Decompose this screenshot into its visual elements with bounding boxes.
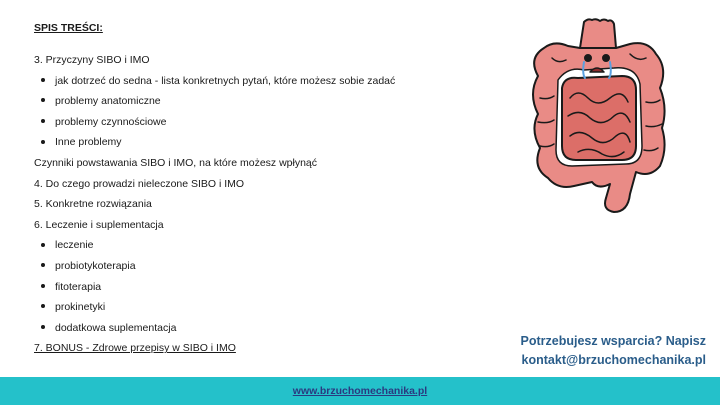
toc-subitem: problemy anatomiczne bbox=[34, 91, 474, 112]
toc-subitem: prokinetyki bbox=[34, 297, 474, 318]
contact-email-link[interactable]: kontakt@brzuchomechanika.pl bbox=[521, 353, 706, 367]
toc-subitem: jak dotrzeć do sedna - lista konkretnych pytań, które możesz sobie zadać bbox=[34, 71, 474, 92]
contact-prompt: Potrzebujesz wsparcia? Napisz bbox=[520, 334, 706, 348]
toc-subitem: fitoterapia bbox=[34, 277, 474, 298]
intestines-illustration-icon bbox=[518, 18, 678, 218]
toc-item: 6. Leczenie i suplementacja bbox=[34, 218, 164, 231]
table-of-contents bbox=[34, 22, 474, 359]
toc-item-bonus[interactable]: 7. BONUS - Zdrowe przepisy w SIBO i IMO bbox=[34, 342, 236, 355]
toc-item: 4. Do czego prowadzi nieleczone SIBO i IMO bbox=[34, 177, 245, 190]
footer-bar bbox=[0, 377, 720, 405]
toc-subitem: problemy czynnościowe bbox=[34, 112, 474, 133]
toc-title: SPIS TREŚCI: bbox=[34, 22, 103, 34]
toc-subitem: leczenie bbox=[34, 235, 474, 256]
toc-item: Czynniki powstawania SIBO i IMO, na które możesz wpłynąć bbox=[34, 156, 318, 169]
toc-item: 5. Konkretne rozwiązania bbox=[34, 198, 152, 211]
toc-item: 3. Przyczyny SIBO i IMO bbox=[34, 54, 150, 66]
toc-subitem: probiotykoterapia bbox=[34, 256, 474, 277]
toc-subitem: Inne problemy bbox=[34, 132, 474, 153]
toc-list bbox=[34, 50, 474, 359]
toc-subitem: dodatkowa suplementacja bbox=[34, 318, 474, 339]
website-link[interactable]: www.brzuchomechanika.pl bbox=[292, 385, 428, 397]
contact-block bbox=[521, 332, 706, 370]
